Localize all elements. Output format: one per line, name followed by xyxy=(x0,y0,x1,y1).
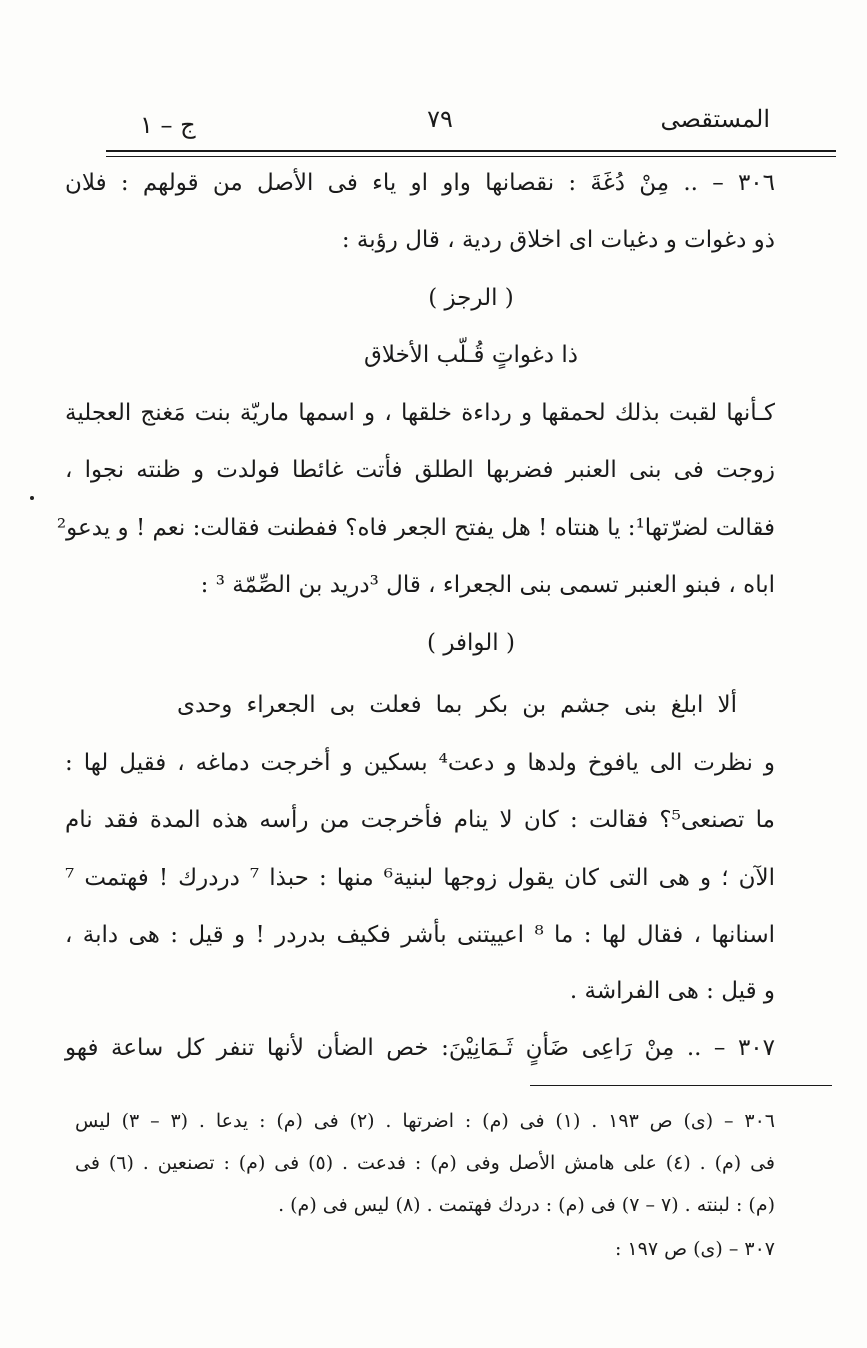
entry-306-line-11: و نظرت الى يافوخ ولدها و دعت⁴ بسكين و أخرجت دماغه ، فقيل لها : xyxy=(65,750,775,776)
entry-306-line-5: كـأنها لقبت بذلك لحمقها و رداءة خلقها ، و اسمها ماريّة بنت مَغنج العجلية xyxy=(65,400,775,426)
entry-306-line-15: و قيل : هى الفراشة . xyxy=(569,978,775,1004)
entry-306-line-13: الآن ؛ و هى التى كان يقول زوجها لبنية⁶ منها : حبذا ⁷ دردرك ! فهتمت ⁷ xyxy=(65,865,776,891)
header-rule-thick xyxy=(106,150,836,152)
footnote-line-2: فى (م) . (٤) على هامش الأصل وفى (م) : فدعت . (٥) فى (م) : تصنعين . (٦) فى xyxy=(75,1152,775,1174)
footnote-line-3: (م) : لبنته . (٧ – ٧) فى (م) : دردك فهتمت . (٨) ليس فى (م) . xyxy=(278,1194,775,1216)
entry-307-line-1: ٣٠٧ – .. مِنْ رَاعِى ضَأنٍ ثَـمَانِيْنَ: خص الضأن لأنها تنفر كل ساعة فهو xyxy=(65,1035,775,1061)
meter-wafir: ( الوافر ) xyxy=(427,630,515,656)
entry-306-line-12: ما تصنعى⁵؟ فقالت : كان لا ينام فأخرجت من رأسه هذه المدة فقد نام xyxy=(65,807,775,833)
footnote-rule xyxy=(530,1085,832,1086)
header-rule-thin xyxy=(106,156,836,157)
meter-rajaz: ( الرجز ) xyxy=(428,285,514,311)
entry-306-line-6: زوجت فى بنى العنبر فضربها الطلق فأتت غائطا فولدت و ظنته نجوا ، xyxy=(65,457,775,483)
running-title: المستقصى xyxy=(660,105,770,133)
entry-306-line-7: فقالت لضرّتها¹: يا هنتاه ! هل يفتح الجعر فاه؟ ففطنت فقالت: نعم ! و يدعو² xyxy=(56,515,775,541)
page-number: ٧٩ xyxy=(427,105,453,133)
entry-306-line-14: اسنانها ، فقال لها : ما ⁸ اعييتنى بأشر فكيف بدردر ! و قيل : هى دابة ، xyxy=(65,922,775,948)
entry-306-line-1: ٣٠٦ – .. مِنْ دُغَةَ : نقصانها واو او ياء فى الأصل من قولهم : فلان xyxy=(65,170,776,196)
entry-306-line-2: ذو دغوات و دغيات اى اخلاق ردية ، قال رؤبة : xyxy=(341,227,775,253)
ink-speck xyxy=(30,496,34,500)
entry-306-line-8: اباه ، فبنو العنبر تسمى بنى الجعراء ، قال ³دريد بن الصِّمّة ³ : xyxy=(200,572,775,598)
volume-label: ج – ١ xyxy=(140,111,196,139)
verse-wafir: ألا ابلغ بنى جشم بن بكر بما فعلت بى الجعراء وحدى xyxy=(177,692,737,718)
footnote-line-4: ٣٠٧ – (ى) ص ١٩٧ : xyxy=(614,1238,775,1260)
footnote-line-1: ٣٠٦ – (ى) ص ١٩٣ . (١) فى (م) : اضرتها . (٢) فى (م) : يدعا . (٣ – ٣) ليس xyxy=(75,1110,775,1132)
verse-rajaz: ذا دغواتٍ قُـلّب الأخلاق xyxy=(364,342,578,368)
